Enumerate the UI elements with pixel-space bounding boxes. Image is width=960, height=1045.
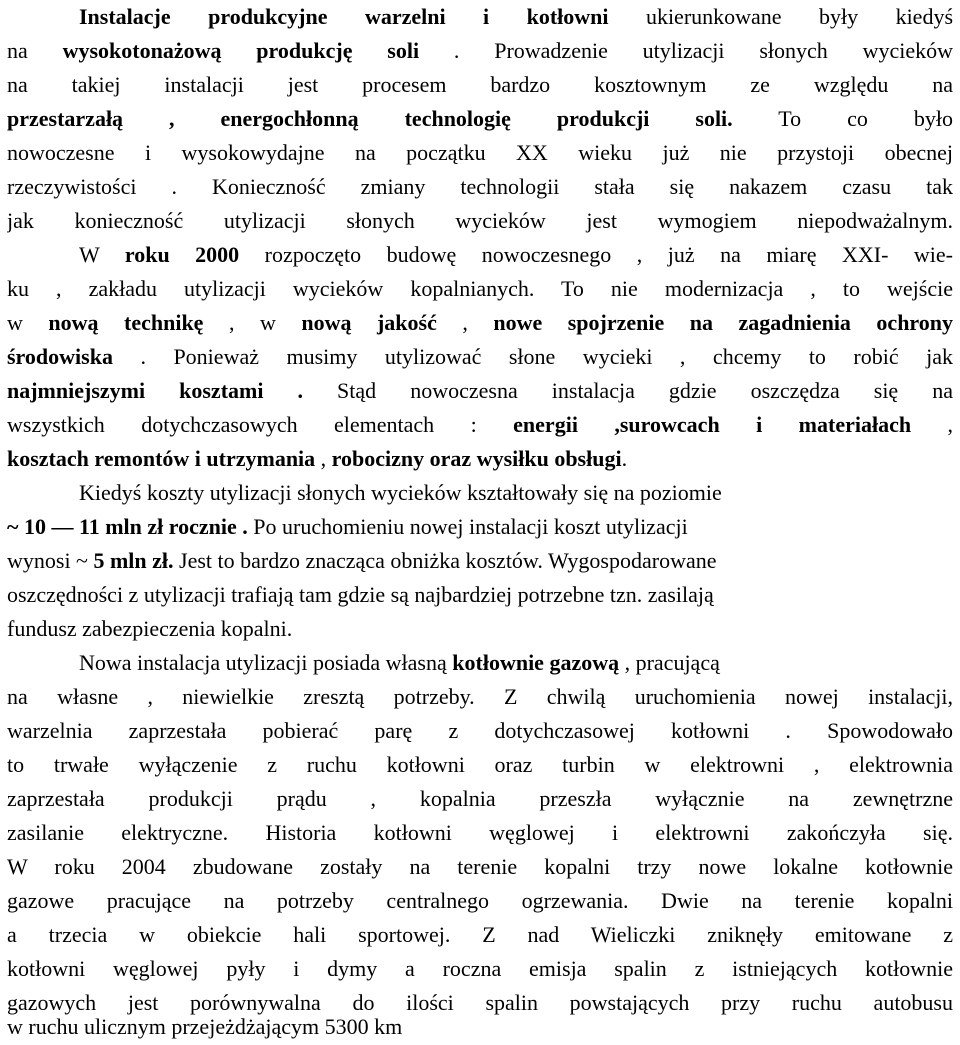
bold-phrase: 5 mln zł. <box>93 548 174 573</box>
text-span: na własne , niewielkie zresztą potrzeby. Z chwilą uruchomienia nowej instalacji, <box>7 684 953 709</box>
text-line-12 <box>7 374 953 408</box>
text-line-10 <box>7 306 953 340</box>
text-line-7 <box>7 204 953 238</box>
text-line-2 <box>7 34 953 68</box>
text-span: rzeczywistości . Konieczność zmiany technologii stała się nakazem czasu tak <box>7 174 953 199</box>
text-span: warzelnia zaprzestała pobierać parę z dotychczasowej kotłowni . Spowodowało <box>7 718 953 743</box>
text-line-22 <box>7 714 953 748</box>
text-line-5 <box>7 136 953 170</box>
bold-phrase: energii ,surowcach i materiałach <box>513 412 912 437</box>
text-line-26 <box>7 850 953 884</box>
bold-phrase: nowe spojrzenie na zagadnienia ochrony <box>493 310 953 335</box>
text-span: Po uruchomieniu nowej instalacji koszt utylizacji <box>247 514 688 539</box>
bold-phrase: nową jakość <box>301 310 437 335</box>
text-span: fundusz zabezpieczenia kopalni. <box>7 616 293 641</box>
text-span: jak konieczność utylizacji słonych wycieków jest wymogiem niepodważalnym. <box>7 208 953 233</box>
bold-phrase: nową technikę <box>48 310 204 335</box>
text-span: Kiedyś koszty utylizacji słonych wycieków kształtowały się na poziomie <box>79 480 722 505</box>
bold-phrase: wysokotonażową produkcję soli <box>62 38 420 63</box>
text-span: , <box>436 310 494 335</box>
text-span: Jest to bardzo znacząca obniżka kosztów. Wygospodarowane <box>173 548 717 573</box>
text-span: na <box>7 38 63 63</box>
text-line-25 <box>7 816 953 850</box>
bold-phrase: robocizny oraz wysiłku obsługi <box>331 446 622 471</box>
text-span: , <box>911 412 953 437</box>
text-span: , pracującą <box>619 650 720 675</box>
text-span: a trzecia w obiekcie hali sportowej. Z nad Wieliczki zniknęły emitowane z <box>7 922 953 947</box>
bold-phrase: najmniejszymi kosztami . <box>7 378 304 403</box>
text-span: , w <box>203 310 302 335</box>
text-line-13 <box>7 408 953 442</box>
bold-phrase: Instalacje produkcyjne warzelni i kotłowni <box>79 4 609 29</box>
text-span: w ruchu ulicznym przejeżdżającym 5300 km <box>7 1014 403 1039</box>
text-line-17 <box>7 544 953 578</box>
text-span: . Ponieważ musimy utylizować słone wycieki , chcemy to robić jak <box>112 344 953 369</box>
text-line-11 <box>7 340 953 374</box>
text-span: wszystkich dotychczasowych elementach : <box>7 412 514 437</box>
bold-phrase: ~ 10 — 11 mln zł rocznie . <box>7 514 248 539</box>
text-line-1 <box>79 0 953 34</box>
bold-phrase: roku 2000 <box>124 242 240 267</box>
bold-phrase: kotłownie gazową <box>452 650 620 675</box>
text-line-16 <box>7 510 953 544</box>
bold-phrase: przestarzałą , energochłonną technologię produkcji soli. <box>7 106 733 131</box>
text-span: To co było <box>732 106 953 131</box>
text-span: , <box>315 446 332 471</box>
bold-phrase: kosztach remontów i utrzymania <box>7 446 316 471</box>
text-line-24 <box>7 782 953 816</box>
text-line-31 <box>7 1010 953 1044</box>
text-span: Stąd nowoczesna instalacja gdzie oszczędza się na <box>303 378 953 403</box>
text-span: nowoczesne i wysokowydajne na początku XX wieku już nie przystoji obecnej <box>7 140 953 165</box>
text-span: gazowych jest porównywalna do ilości spalin powstających przy ruchu autobusu <box>7 990 953 1015</box>
text-span: na takiej instalacji jest procesem bardzo kosztownym ze względu na <box>7 72 953 97</box>
text-span: rozpoczęto budowę nowoczesnego , już na miarę XXI- wie- <box>239 242 953 267</box>
text-line-23 <box>7 748 953 782</box>
text-line-8 <box>79 238 953 272</box>
text-line-14 <box>7 442 953 476</box>
text-line-28 <box>7 918 953 952</box>
text-span: gazowe pracujące na potrzeby centralnego ogrzewania. Dwie na terenie kopalni <box>7 888 953 913</box>
text-span: . <box>621 446 628 471</box>
text-line-27 <box>7 884 953 918</box>
text-line-21 <box>7 680 953 714</box>
text-line-19 <box>7 612 953 646</box>
text-line-6 <box>7 170 953 204</box>
text-span: ukierunkowane były kiedyś <box>608 4 953 29</box>
text-span: . Prowadzenie utylizacji słonych wycieków <box>419 38 953 63</box>
text-line-3 <box>7 68 953 102</box>
bold-phrase: środowiska <box>7 344 113 369</box>
text-line-4 <box>7 102 953 136</box>
text-span: W <box>79 242 125 267</box>
text-line-15 <box>79 476 953 510</box>
text-span: W roku 2004 zbudowane zostały na terenie kopalni trzy nowe lokalne kotłownie <box>7 854 953 879</box>
text-span: zasilanie elektryczne. Historia kotłowni węglowej i elektrowni zakończyła się. <box>7 820 953 845</box>
text-span: wynosi ~ <box>7 548 94 573</box>
text-span: kotłowni węglowej pyły i dymy a roczna emisja spalin z istniejących kotłownie <box>7 956 953 981</box>
text-span: Nowa instalacja utylizacji posiada własną <box>79 650 453 675</box>
text-line-20 <box>79 646 953 680</box>
text-line-9 <box>7 272 953 306</box>
text-span: w <box>7 310 49 335</box>
text-span: oszczędności z utylizacji trafiają tam gdzie są najbardziej potrzebne tzn. zasilają <box>7 582 714 607</box>
text-span: ku , zakładu utylizacji wycieków kopalnianych. To nie modernizacja , to wejście <box>7 276 953 301</box>
text-line-18 <box>7 578 953 612</box>
text-span: to trwałe wyłączenie z ruchu kotłowni oraz turbin w elektrowni , elektrownia <box>7 752 953 777</box>
text-span: zaprzestała produkcji prądu , kopalnia przeszła wyłącznie na zewnętrzne <box>7 786 953 811</box>
text-line-29 <box>7 952 953 986</box>
